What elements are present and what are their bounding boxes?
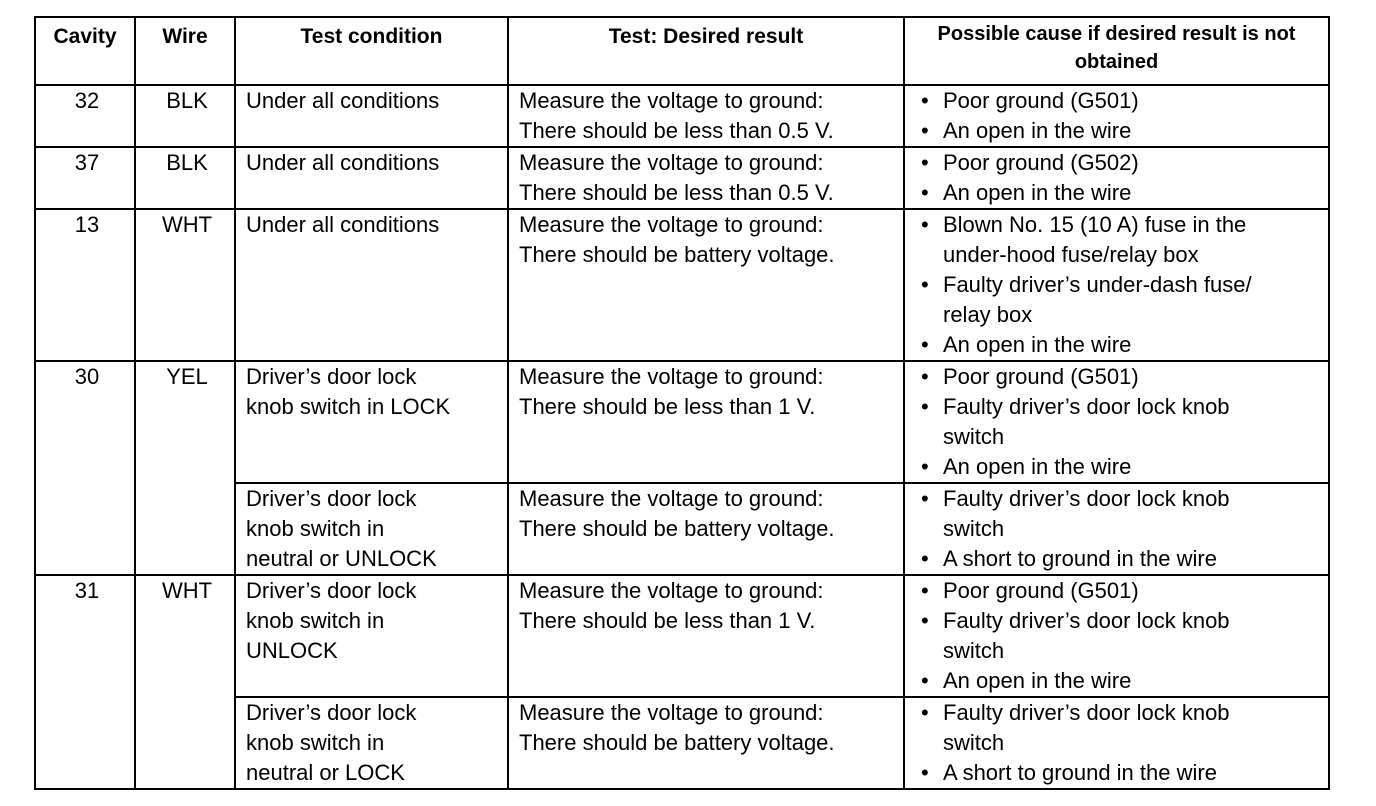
condition-line: Driver’s door lock — [246, 700, 417, 725]
cause-line: An open in the wire — [943, 118, 1132, 143]
condition-line: neutral or UNLOCK — [246, 546, 437, 571]
wire-cell: YEL — [135, 361, 235, 575]
condition-cell — [235, 575, 508, 697]
cause-item — [915, 392, 1322, 452]
result-line: Measure the voltage to ground: — [519, 700, 824, 725]
result-line: There should be less than 0.5 V. — [519, 180, 834, 205]
table-row-cavity-13 — [35, 209, 1329, 361]
result-line: Measure the voltage to ground: — [519, 212, 824, 237]
cause-cell — [904, 361, 1329, 483]
bullet-icon: • — [921, 668, 929, 693]
cause-item — [915, 330, 1322, 360]
condition-line: knob switch in — [246, 730, 385, 755]
cause-line: An open in the wire — [943, 454, 1132, 479]
cause-item — [915, 666, 1322, 696]
result-cell — [508, 575, 904, 697]
condition-line: Driver’s door lock — [246, 486, 417, 511]
condition-line: knob switch in — [246, 608, 385, 633]
result-cell — [508, 209, 904, 361]
table-row-cavity-31 — [35, 575, 1329, 697]
header-cavity: Cavity — [35, 17, 135, 85]
cause-cell — [904, 575, 1329, 697]
cause-line: A short to ground in the wire — [943, 760, 1217, 785]
condition-line: Under all conditions — [246, 212, 440, 237]
bullet-icon: • — [921, 364, 929, 389]
cause-cell — [904, 483, 1329, 575]
header-desired-result: Test: Desired result — [508, 17, 904, 85]
cause-cell — [904, 209, 1329, 361]
result-line: There should be battery voltage. — [519, 242, 835, 267]
cause-line: An open in the wire — [943, 668, 1132, 693]
table-row-cavity-37 — [35, 147, 1329, 209]
bullet-icon: • — [921, 212, 929, 237]
wire-cell: WHT — [135, 575, 235, 789]
cause-item — [915, 452, 1322, 482]
cause-item — [915, 758, 1322, 788]
result-line: Measure the voltage to ground: — [519, 578, 824, 603]
cause-line: Faulty driver’s under-dash fuse/ — [943, 272, 1252, 297]
table-row-cavity-32 — [35, 85, 1329, 147]
condition-line: Under all conditions — [246, 150, 440, 175]
result-cell — [508, 483, 904, 575]
cause-item — [915, 178, 1322, 208]
diagnostic-table-container — [34, 16, 1328, 790]
bullet-icon: • — [921, 118, 929, 143]
bullet-icon: • — [921, 150, 929, 175]
condition-cell — [235, 697, 508, 789]
condition-cell — [235, 483, 508, 575]
bullet-icon: • — [921, 332, 929, 357]
result-line: There should be battery voltage. — [519, 730, 835, 755]
result-line: There should be less than 1 V. — [519, 394, 816, 419]
cause-item — [915, 270, 1322, 330]
cause-cell — [904, 147, 1329, 209]
condition-line: knob switch in — [246, 516, 385, 541]
condition-line: Driver’s door lock — [246, 578, 417, 603]
condition-line: knob switch in LOCK — [246, 394, 451, 419]
cause-line: Faulty driver’s door lock knob — [943, 608, 1230, 633]
wire-cell: BLK — [135, 85, 235, 147]
result-line: Measure the voltage to ground: — [519, 364, 824, 389]
cause-line: switch — [943, 730, 1005, 755]
cause-cell — [904, 85, 1329, 147]
condition-cell — [235, 85, 508, 147]
cause-line: Faulty driver’s door lock knob — [943, 700, 1230, 725]
cause-item — [915, 148, 1322, 178]
cause-item — [915, 116, 1322, 146]
result-line: There should be less than 0.5 V. — [519, 118, 834, 143]
cause-list — [915, 86, 1322, 146]
condition-line: Under all conditions — [246, 88, 440, 113]
bullet-icon: • — [921, 578, 929, 603]
bullet-icon: • — [921, 760, 929, 785]
bullet-icon: • — [921, 88, 929, 113]
bullet-icon: • — [921, 546, 929, 571]
cause-line: Poor ground (G501) — [943, 364, 1139, 389]
cavity-cell: 32 — [35, 85, 135, 147]
condition-line: neutral or LOCK — [246, 760, 405, 785]
cause-list — [915, 484, 1322, 574]
cause-list — [915, 148, 1322, 208]
cause-line: Poor ground (G501) — [943, 88, 1139, 113]
cause-cell — [904, 697, 1329, 789]
cause-item — [915, 210, 1322, 270]
cause-item — [915, 86, 1322, 116]
wire-cell: BLK — [135, 147, 235, 209]
header-row — [35, 17, 1329, 85]
diagnostic-table — [34, 16, 1330, 790]
header-test-condition: Test condition — [235, 17, 508, 85]
cause-line: switch — [943, 424, 1005, 449]
bullet-icon: • — [921, 180, 929, 205]
cause-line: switch — [943, 638, 1005, 663]
result-line: Measure the voltage to ground: — [519, 486, 824, 511]
cause-item — [915, 606, 1322, 666]
result-line: Measure the voltage to ground: — [519, 88, 824, 113]
cause-item — [915, 362, 1322, 392]
cavity-cell: 13 — [35, 209, 135, 361]
cause-item — [915, 484, 1322, 544]
cavity-cell: 30 — [35, 361, 135, 575]
cause-line: A short to ground in the wire — [943, 546, 1217, 571]
bullet-icon: • — [921, 454, 929, 479]
result-line: There should be battery voltage. — [519, 516, 835, 541]
bullet-icon: • — [921, 486, 929, 511]
cause-line: Poor ground (G501) — [943, 578, 1139, 603]
result-cell — [508, 697, 904, 789]
result-line: There should be less than 1 V. — [519, 608, 816, 633]
condition-line: UNLOCK — [246, 638, 338, 663]
cause-line: Blown No. 15 (10 A) fuse in the — [943, 212, 1247, 237]
condition-cell — [235, 361, 508, 483]
cause-line: Poor ground (G502) — [943, 150, 1139, 175]
result-cell — [508, 361, 904, 483]
cause-line: Faulty driver’s door lock knob — [943, 394, 1230, 419]
cause-list — [915, 698, 1322, 788]
bullet-icon: • — [921, 272, 929, 297]
condition-cell — [235, 147, 508, 209]
cause-list — [915, 576, 1322, 696]
cause-list — [915, 362, 1322, 482]
cause-line: An open in the wire — [943, 332, 1132, 357]
result-line: Measure the voltage to ground: — [519, 150, 824, 175]
header-wire: Wire — [135, 17, 235, 85]
result-cell — [508, 147, 904, 209]
wire-cell: WHT — [135, 209, 235, 361]
condition-line: Driver’s door lock — [246, 364, 417, 389]
bullet-icon: • — [921, 608, 929, 633]
cause-line: Faulty driver’s door lock knob — [943, 486, 1230, 511]
cavity-cell: 37 — [35, 147, 135, 209]
cavity-cell: 31 — [35, 575, 135, 789]
cause-line: An open in the wire — [943, 180, 1132, 205]
cause-list — [915, 210, 1322, 360]
cause-item — [915, 698, 1322, 758]
header-possible-cause: Possible cause if desired result is not obtained — [904, 17, 1329, 85]
cause-line: under-hood fuse/relay box — [943, 242, 1199, 267]
cause-item — [915, 576, 1322, 606]
table-row-cavity-30 — [35, 361, 1329, 483]
result-cell — [508, 85, 904, 147]
cause-item — [915, 544, 1322, 574]
cause-line: relay box — [943, 302, 1033, 327]
bullet-icon: • — [921, 394, 929, 419]
cause-line: switch — [943, 516, 1005, 541]
bullet-icon: • — [921, 700, 929, 725]
condition-cell — [235, 209, 508, 361]
